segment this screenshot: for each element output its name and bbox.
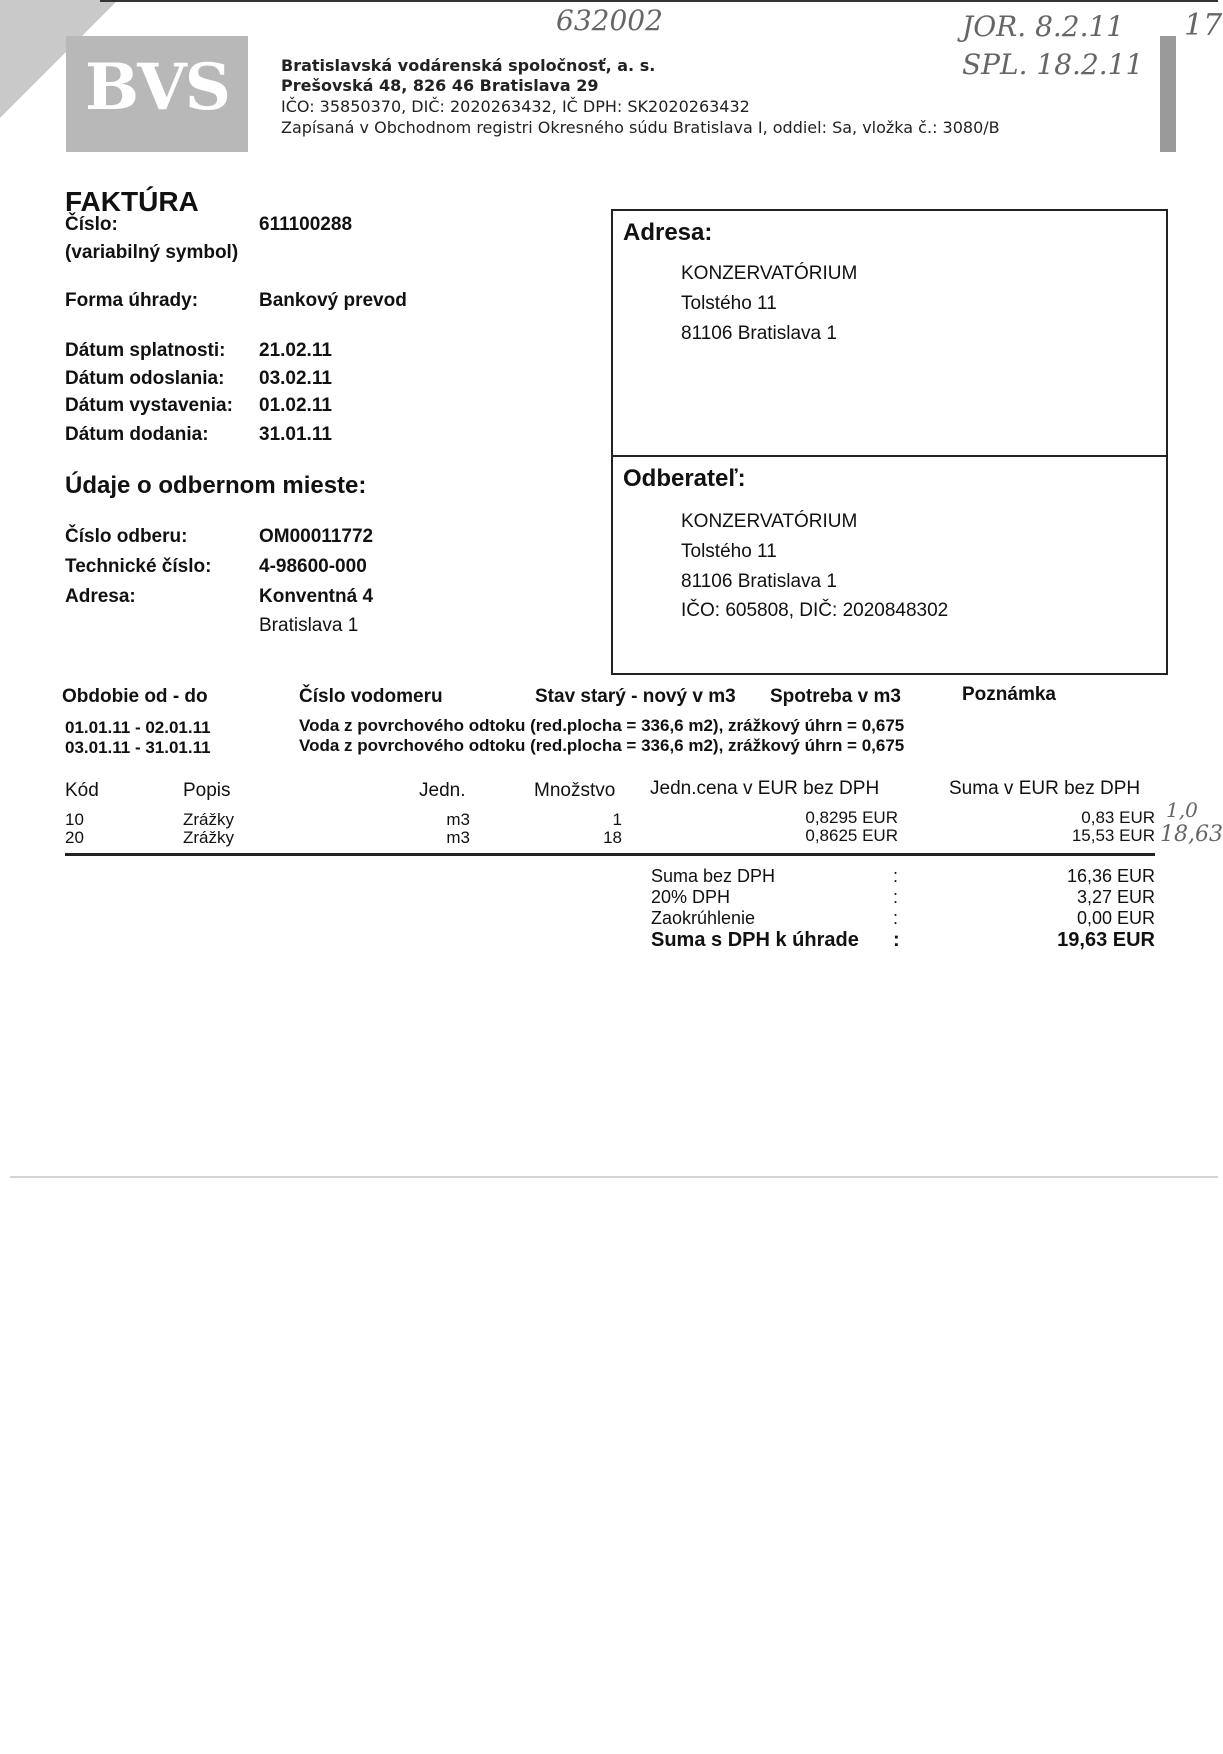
item-sum: 15,53 EUR	[1071, 826, 1155, 845]
items-header-qty: Množstvo	[534, 780, 616, 801]
handwritten-number: 632002	[556, 4, 663, 37]
customer-line: Tolstého 11	[681, 541, 777, 562]
payment-label: Forma úhrady:	[65, 290, 199, 311]
invoice-number-sub: (variabilný symbol)	[65, 242, 239, 263]
consumption-number-value: OM00011772	[259, 526, 374, 547]
handwritten-amount-1: 1,0	[1166, 798, 1198, 822]
items-header-desc: Popis	[183, 780, 231, 801]
period-row-date: 03.01.11 - 31.01.11	[65, 738, 211, 757]
company-name: Bratislavská vodárenská spoločnosť, a. s.	[281, 56, 656, 75]
logo-text: BVS	[85, 50, 229, 125]
consumption-number-label: Číslo odberu:	[65, 526, 188, 547]
invoice-title: FAKTÚRA	[65, 186, 199, 217]
customer-box-title: Odberateľ:	[623, 465, 746, 492]
summary-label: Suma bez DPH	[651, 866, 776, 886]
summary-value: 16,36 EUR	[1066, 866, 1155, 886]
items-header-code: Kód	[65, 780, 99, 801]
total-sep: :	[893, 929, 900, 951]
issue-date-value: 01.02.11	[259, 395, 332, 416]
summary-sep: :	[893, 887, 899, 907]
invoice-number-label: Číslo:	[65, 214, 118, 235]
address-line: Tolstého 11	[681, 293, 777, 314]
address-line: 81106 Bratislava 1	[681, 323, 837, 344]
send-date-label: Dátum odoslania:	[65, 368, 225, 389]
item-sum: 0,83 EUR	[1081, 808, 1155, 827]
send-date-value: 03.02.11	[259, 368, 332, 389]
consumption-point-heading: Údaje o odbernom mieste:	[65, 472, 367, 499]
payment-value: Bankový prevod	[259, 290, 407, 311]
period-row-desc: Voda z povrchového odtoku (red.plocha = 336,6 m2), zrážkový úhrn = 0,675	[299, 716, 905, 735]
total-value: 19,63 EUR	[1057, 929, 1155, 951]
item-code: 10	[65, 810, 84, 829]
fold-line	[10, 1176, 1218, 1178]
period-header-meter: Číslo vodomeru	[299, 686, 443, 707]
summary-value: 0,00 EUR	[1076, 908, 1155, 928]
item-unit: m3	[446, 828, 470, 847]
invoice-number-value: 611100288	[259, 214, 353, 235]
technical-number-label: Technické číslo:	[65, 556, 212, 577]
period-row-desc: Voda z povrchového odtoku (red.plocha = 336,6 m2), zrážkový úhrn = 0,675	[299, 736, 905, 755]
item-qty: 18	[603, 828, 622, 847]
site-address-line2: Bratislava 1	[259, 615, 359, 636]
customer-box	[611, 455, 1168, 675]
item-desc: Zrážky	[183, 828, 234, 847]
summary-value: 3,27 EUR	[1076, 887, 1155, 907]
due-date-label: Dátum splatnosti:	[65, 340, 226, 361]
company-address: Prešovská 48, 826 46 Bratislava 29	[281, 76, 599, 95]
delivery-date-value: 31.01.11	[259, 424, 332, 445]
period-header-note: Poznámka	[962, 684, 1056, 705]
address-box	[611, 209, 1168, 457]
handwritten-amount-2: 18,63	[1160, 822, 1223, 847]
customer-line: KONZERVATÓRIUM	[681, 511, 858, 532]
summary-label: Zaokrúhlenie	[651, 908, 756, 928]
technical-number-value: 4-98600-000	[259, 556, 367, 577]
address-box-title: Adresa:	[623, 219, 713, 246]
items-bottom-rule	[65, 853, 1155, 856]
item-unit: m3	[446, 810, 470, 829]
item-code: 20	[65, 828, 84, 847]
summary-label: 20% DPH	[651, 887, 731, 907]
handwritten-date-jor: JOR. 8.2.11	[962, 10, 1125, 43]
item-price: 0,8295 EUR	[805, 808, 898, 827]
company-registry: Zapísaná v Obchodnom registri Okresného súdu Bratislava I, oddiel: Sa, vložka č.: 3080/B	[281, 118, 1000, 137]
margin-bar	[1160, 36, 1176, 152]
item-price: 0,8625 EUR	[805, 826, 898, 845]
top-edge-line	[100, 0, 1218, 2]
customer-ids: IČO: 605808, DIČ: 2020848302	[681, 600, 949, 621]
bvs-logo	[66, 36, 248, 152]
period-row-date: 01.01.11 - 02.01.11	[65, 718, 211, 737]
issue-date-label: Dátum vystavenia:	[65, 395, 233, 416]
period-header-period: Obdobie od - do	[62, 686, 208, 707]
item-desc: Zrážky	[183, 810, 234, 829]
period-header-state: Stav starý - nový v m3	[535, 686, 736, 707]
items-header-sum: Suma v EUR bez DPH	[949, 778, 1141, 799]
summary-sep: :	[893, 866, 899, 886]
company-ids: IČO: 35850370, DIČ: 2020263432, IČ DPH: SK2020263432	[281, 97, 750, 116]
item-qty: 1	[612, 810, 622, 829]
handwritten-date-spl: SPL. 18.2.11	[962, 48, 1144, 81]
delivery-date-label: Dátum dodania:	[65, 424, 209, 445]
site-address-value: Konventná 4	[259, 586, 374, 607]
summary-sep: :	[893, 908, 899, 928]
customer-line: 81106 Bratislava 1	[681, 571, 837, 592]
due-date-value: 21.02.11	[259, 340, 332, 361]
address-line: KONZERVATÓRIUM	[681, 263, 858, 284]
total-label: Suma s DPH k úhrade	[651, 929, 859, 951]
handwritten-margin-note: 17	[1184, 8, 1223, 43]
site-address-label: Adresa:	[65, 586, 136, 607]
items-header-price: Jedn.cena v EUR bez DPH	[650, 778, 880, 799]
items-header-unit: Jedn.	[419, 780, 466, 801]
period-header-consumption: Spotreba v m3	[770, 686, 901, 707]
